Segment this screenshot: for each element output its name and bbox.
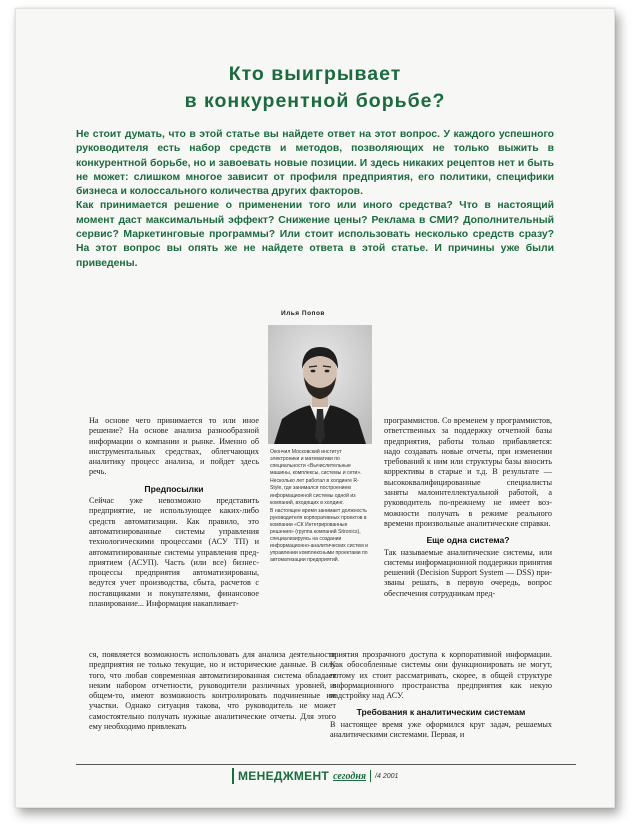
section-heading-prerequisites: Предпосылки [144,483,204,494]
author-portrait-image [268,325,372,444]
article-title [16,61,614,115]
body-paragraph: ся, появляется возможность использовать для анализа деятельности предприятия не только текущие, но и исторические данные. В силу того, что любая современная автоматизированная система обладает неким набором отчетности, руководители различных уровней, в общем-то, имеют возможность контролировать подчиненные им участки. Однако ситуация такова, что руководитель не может самостоятельно получать нужные аналитические отчеты. Для этого ему необходимо привлекать [89,650,336,732]
section-heading-another-system: Еще одна система? [426,535,510,546]
footer [232,768,398,784]
section-heading-requirements: Требования к аналитическим системам [356,707,526,718]
intro-paragraph: На основе чего принимается то или иное решение? На основе анализа разнообразной информации о компании и рынке. Именно об инструментальных средствах, облегчающих аналитику процесс анализа, и пойдет здесь речь. [89,416,259,477]
magazine-brand: МЕНЕДЖМЕНТ [238,769,330,783]
lead-paragraph-1: Не стоит думать, что в этой статье вы найдете ответ на этот вопрос. У каждого успешного руководителя есть набор средств и методов, позволяющих не только выжить в конкурентной борьбе, но и завоевать новые позиции. И здесь никаких рецептов нет и быть не может: слишком многое зависит от профиля предприятия, его политики, специфики бизнеса и колоссального количества других факторов. [76,129,554,198]
body-paragraph: В настоящее время уже оформился круг задач, решаемых аналитическими системами. Первая, и [330,719,552,740]
column-left [89,416,259,609]
author-name: Илья Попов [281,310,325,317]
column-left-continued [89,650,336,732]
body-paragraph: программистов. Со временем у программистов, ответственных за поддержку отчетной базы предприятия, работы только прибавляется: надо создавать новые отчеты, при изменении требований к ним или структуры базы вносить коррективы в старые и т.д. В результате — высококвалифицированные специалисты заняты малоинтеллектуальной работой, а руководитель по-прежнему не имеет возможности получать в режиме реального времени произвольные аналитические справки. [384,416,552,528]
body-paragraph: приятия прозрачного доступа к корпоративной информации. Как обособленные системы они функционировать не могут, потому их стоит рассматривать, скорее, в общей структуре информационного пространства предприятия как некую надстройку над АСУ. [330,650,552,701]
article-lead [76,128,554,271]
footer-bar [232,768,234,784]
issue-number: /4 2001 [375,772,399,780]
body-paragraph: Сейчас уже невозможно представить предприятие, не использующее каких-либо средств автоматизации. Как правило, это автоматизированные системы управления технологическими процессами (АСУ ТП) и автоматизированные системы управления предприятием (АСУП). Часть (или все) бизнес-процессы предприятия автоматизированы, ведутся учет производства, сбыта, расчетов с поставщиками и покупателями, финансовое планирование... Информация накапливает- [89,496,259,609]
author-bio [270,449,370,566]
magazine-brand-sub: сегодня [333,770,367,782]
column-right-continued [330,650,552,740]
bio-paragraph-2: Несколько лет работал в холдинге R-Style, где занимался построением информационной системы одной из компаний, входящих в холдинг. [270,478,359,506]
author-photo [268,325,372,444]
bio-paragraph-3: В настоящее время занимает должность руководителя корпоративных проектов в компании «СК Интегрированные решения» (группа компаний Sitronics), специализируясь на создании информационно-аналитических систем и управлении комплексными проектами по автоматизации предприятий. [270,507,368,564]
footer-bar [370,770,371,782]
bio-paragraph-1: Окончил Московский институт электроники и математики по специальности «Вычислительные машины, комплексы, системы и сети». [270,449,362,477]
column-right [384,416,552,599]
title-line-1: Кто выигрывает [228,63,402,85]
lead-paragraph-2: Как принимается решение о применении того или иного средства? Что в настоящий момент даст максимальный эффект? Снижение цены? Реклама в СМИ? Дополнительный сервис? Маркетинговые программы? Или стоит использовать несколько средств сразу? На этот вопрос вы опять же не найдете ответа в этой статье. И причины уже были приведены. [76,200,554,269]
title-line-2: в конкурентной борьбе? [184,90,446,112]
footer-divider [76,764,576,765]
body-paragraph: Так называемые аналитические системы, или системы информационной поддержки принятия решений (Decision Support System — DSS) призваны решать, в первую очередь, вопрос обеспечения сотрудникам пред- [384,547,552,598]
